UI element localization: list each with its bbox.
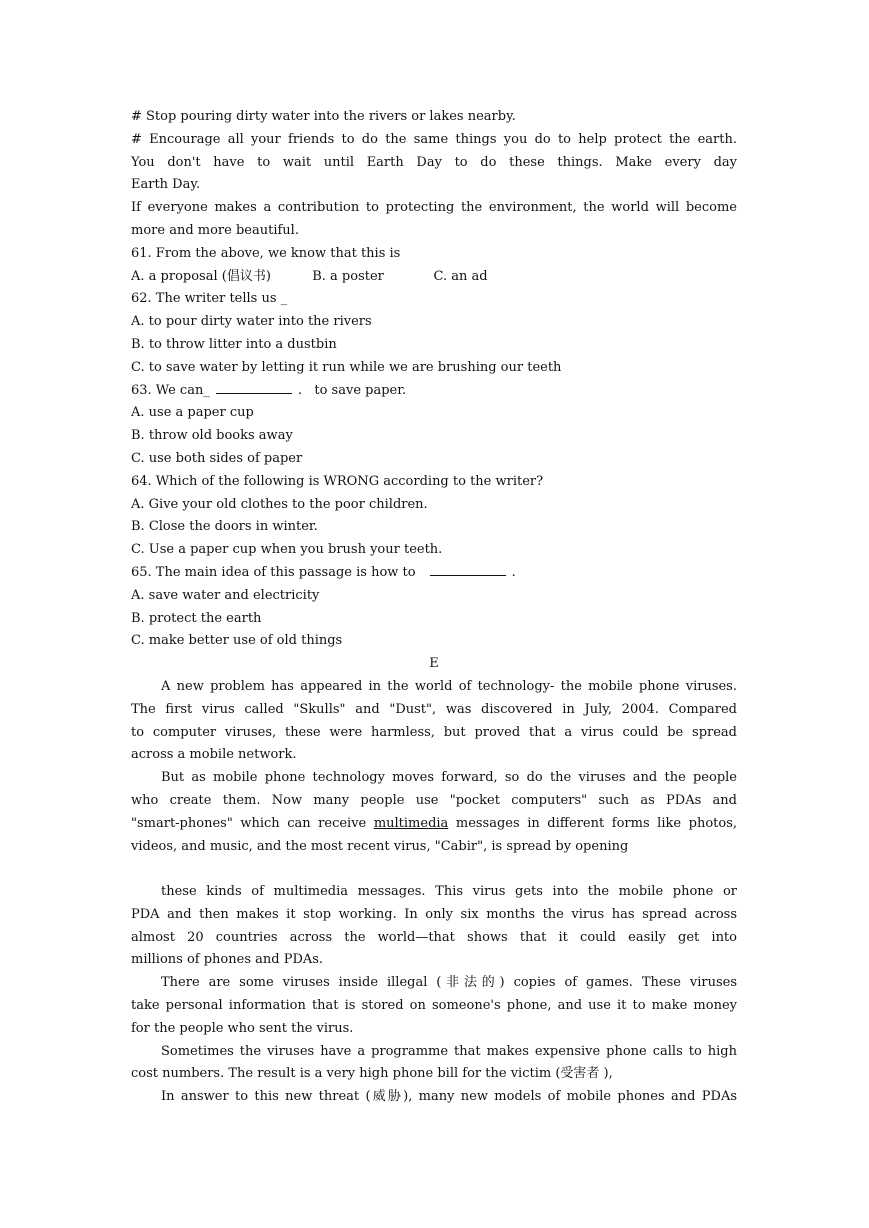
passage-line: across a mobile network.	[131, 747, 297, 763]
question-63-stem-start: 63. We can_	[131, 382, 210, 398]
passage-line: A new problem has appeared in the world of technology- the mobile phone viruses.	[161, 678, 737, 694]
passage-text: "smart-phones" which can receive	[131, 815, 374, 831]
passage-line: these kinds of multimedia messages. This virus gets into the mobile phone or	[161, 884, 737, 900]
passage-text: messages in different forms like photos,	[448, 815, 737, 831]
question-63-option-a: A. use a paper cup	[131, 405, 254, 421]
passage-line: Sometimes the viruses have a programme that makes expensive phone calls to high	[161, 1043, 737, 1059]
tip-line: # Stop pouring dirty water into the rivers or lakes nearby.	[131, 109, 516, 124]
question-64-option-c: C. Use a paper cup when you brush your teeth.	[131, 542, 443, 558]
question-62-option-b: B. to throw litter into a dustbin	[131, 336, 337, 352]
question-61-stem: 61. From the above, we know that this is	[131, 245, 401, 261]
page-gap	[131, 858, 737, 881]
question-65-stem-start: 65. The main idea of this passage is how to	[131, 564, 416, 580]
question-64-option-b: B. Close the doors in winter.	[131, 519, 318, 535]
passage-line: who create them. Now many people use "pocket computers" such as PDAs and	[131, 792, 737, 808]
question-63-option-c: C. use both sides of paper	[131, 450, 303, 466]
passage-line: cost numbers. The result is a very high phone bill for the victim (受害者 ),	[131, 1066, 613, 1082]
passage-line: almost 20 countries across the world—that shows that it could easily get into	[131, 929, 737, 945]
question-64-stem: 64. Which of the following is WRONG according to the writer?	[131, 473, 544, 489]
passage-line: But as mobile phone technology moves forward, so do the viruses and the people	[161, 770, 737, 786]
question-63-stem-end: . to save paper.	[297, 382, 407, 398]
closing-line: If everyone makes a contribution to protecting the environment, the world will become	[131, 200, 737, 216]
passage-line: In answer to this new threat (威胁), many new models of mobile phones and PDAs	[161, 1089, 737, 1105]
closing-line: more and more beautiful.	[131, 222, 299, 238]
section-heading: E	[429, 656, 439, 672]
passage-line: millions of phones and PDAs.	[131, 952, 324, 968]
question-64-option-a: A. Give your old clothes to the poor children.	[131, 496, 428, 512]
passage-line: videos, and music, and the most recent virus, "Cabir", is spread by opening	[131, 838, 629, 854]
closing-line: You don't have to wait until Earth Day to do these things. Make every day	[131, 154, 737, 170]
passage-line: for the people who sent the virus.	[131, 1020, 354, 1036]
question-63-option-b: B. throw old books away	[131, 428, 293, 444]
question-65-stem	[131, 562, 737, 585]
tip-line: # Encourage all your friends to do the same things you do to help protect the earth.	[131, 131, 737, 147]
document-body	[131, 106, 737, 1109]
underlined-word: multimedia	[373, 815, 449, 831]
question-65-option-b: B. protect the earth	[131, 610, 262, 626]
question-65-option-a: A. save water and electricity	[131, 587, 320, 603]
question-62-option-c: C. to save water by letting it run while we are brushing our teeth	[131, 359, 562, 375]
answer-blank	[430, 563, 506, 576]
passage-line: take personal information that is stored on someone's phone, and use it to make money	[131, 998, 737, 1014]
question-62-option-a: A. to pour dirty water into the rivers	[131, 314, 372, 330]
passage-line: to computer viruses, these were harmless, but proved that a virus could be spread	[131, 724, 737, 740]
question-63-stem	[131, 380, 737, 403]
passage-line: PDA and then makes it stop working. In only six months the virus has spread across	[131, 906, 737, 922]
closing-line: Earth Day.	[131, 177, 201, 193]
passage-line	[131, 813, 737, 836]
question-61-options: A. a proposal (倡议书) B. a poster C. an ad	[131, 268, 488, 284]
question-62-stem: 62. The writer tells us _	[131, 291, 288, 307]
question-65-stem-end: .	[511, 564, 516, 580]
passage-line: There are some viruses inside illegal (非法的) copies of games. These viruses	[161, 975, 737, 991]
answer-blank	[216, 381, 292, 394]
question-65-option-c: C. make better use of old things	[131, 633, 343, 649]
passage-line: The first virus called "Skulls" and "Dust", was discovered in July, 2004. Compared	[131, 701, 737, 717]
